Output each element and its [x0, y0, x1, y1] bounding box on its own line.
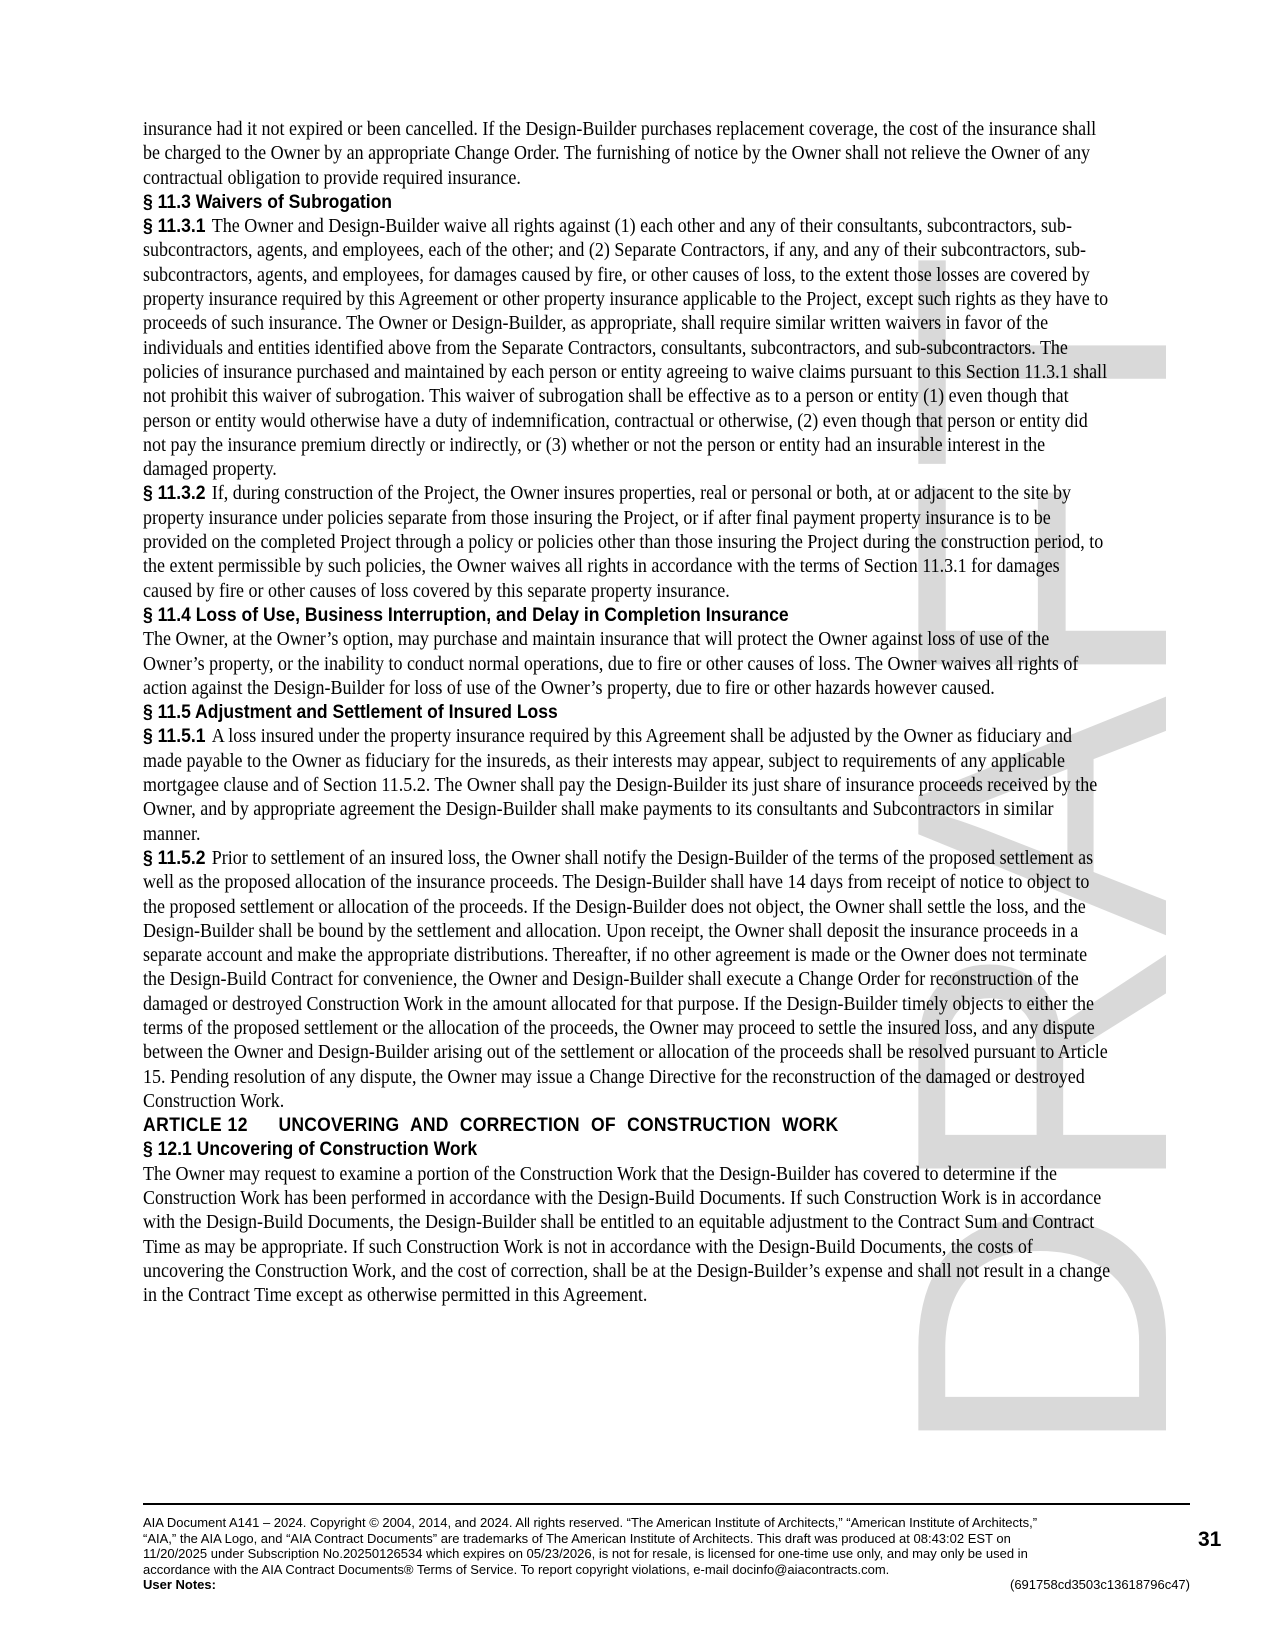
heading-section-12-1: § 12.1 Uncovering of Construction Work: [143, 1138, 478, 1161]
paragraph-11-5-1: [143, 724, 1111, 845]
paragraph-insurance-continuation: insurance had it not expired or been cancelled. If the Design-Builder purchases replacement coverage, the cost of the insurance shall be charged to the Owner by an appropriate Change Order. The furnishing of notice by the Owner shall not relieve the Owner of any contractual obligation to provide required insurance.: [143, 118, 1097, 189]
paragraph-11-5-2-text: Prior to settlement of an insured loss, the Owner shall notify the Design-Builder of the terms of the proposed settlement as well as the proposed allocation of the insurance proceeds. The Design-Builder shall have 14 days from receipt of notice to object to the proposed settlement or allocation of the proceeds. If the Design-Builder does not object, the Owner shall settle the loss, and the Design-Builder shall be bound by the settlement and allocation. Upon receipt, the Owner shall deposit the insurance proceeds in a separate account and make the appropriate distributions. Thereafter, if no other agreement is made or the Owner does not terminate the Design-Build Contract for convenience, the Owner and Design-Builder shall execute a Change Order for reconstruction of the damaged or destroyed Construction Work in the amount allocated for that purpose. If the Design-Builder timely objects to either the terms of the proposed settlement or the allocation of the proceeds, the Owner may proceed to settle the insured loss, and any dispute between the Owner and Design-Builder arising out of the settlement or allocation of the proceeds shall be resolved pursuant to Article 15. Pending resolution of any dispute, the Owner may issue a Change Directive for the reconstruction of the damaged or destroyed Construction Work.: [143, 846, 1108, 1112]
document-id: (691758cd3503c13618796c47): [1010, 1577, 1190, 1592]
paragraph-11-3-1-text: The Owner and Design-Builder waive all rights against (1) each other and any of their consultants, subcontractors, sub-subcontractors, agents, and employees, each of the other; and (2) Separate Contractors, if any, and any of their subcontractors, sub-subcontractors, agents, and employees, for damages caused by fire, or other causes of loss, to the extent those losses are covered by property insurance required by this Agreement or other property insurance applicable to the Project, except such rights as they have to proceeds of such insurance. The Owner or Design-Builder, as appropriate, shall require similar written waivers in favor of the individuals and entities identified above from the Separate Contractors, consultants, subcontractors, and sub-subcontractors. The policies of insurance purchased and maintained by each person or entity agreeing to waive claims pursuant to this Section 11.3.1 shall not prohibit this waiver of subrogation. This waiver of subrogation shall be effective as to a person or entity (1) even though that person or entity would otherwise have a duty of indemnification, contractual or otherwise, (2) even though that person or entity did not pay the insurance premium directly or indirectly, or (3) whether or not the person or entity had an insurable interest in the damaged property.: [143, 215, 1109, 481]
user-notes-label: User Notes:: [143, 1577, 216, 1592]
paragraph-11-3-1: [143, 214, 1111, 481]
paragraph-11-3-2: [143, 481, 1111, 602]
footer-copyright-line-1: AIA Document A141 – 2024. Copyright © 2004, 2014, and 2024. All rights reserved. “The American Institute of Architects,” “American Institute of Architects,”: [143, 1515, 1038, 1530]
footer: [143, 1503, 1190, 1593]
heading-section-11-3: § 11.3 Waivers of Subrogation: [143, 190, 393, 213]
paragraph-11-3-2-text: If, during construction of the Project, the Owner insures properties, real or personal or both, at or adjacent to the site by property insurance under policies separate from those insuring the Project, or if after final payment property insurance is to be provided on the completed Project through a policy or policies other than those insuring the Project during the construction period, to the extent permissible by such policies, the Owner waives all rights in accordance with the terms of Section 11.3.1 for damages caused by fire or other causes of loss covered by this separate property insurance.: [143, 482, 1104, 602]
draft-watermark: DRAFT: [841, 250, 1243, 1460]
section-number-11-5-2: § 11.5.2: [143, 846, 206, 869]
document-body: [143, 117, 1111, 1308]
section-number-11-3-2: § 11.3.2: [143, 482, 206, 505]
footer-copyright-line-4: accordance with the AIA Contract Documents® Terms of Service. To report copyright violations, e-mail docinfo@aiacontracts.com.: [143, 1561, 890, 1577]
paragraph-11-4: The Owner, at the Owner’s option, may purchase and maintain insurance that will protect the Owner against loss of use of the Owner’s property, or the inability to conduct normal operations, due to fire or other causes of loss. The Owner waives all rights of action against the Design-Builder for loss of use of the Owner’s property, due to fire or other hazards however caused.: [143, 628, 1079, 699]
heading-section-11-4: § 11.4 Loss of Use, Business Interruption, and Delay in Completion Insurance: [143, 603, 789, 626]
heading-section-11-5: § 11.5 Adjustment and Settlement of Insured Loss: [143, 701, 558, 724]
page-number: 31: [1198, 1528, 1222, 1551]
section-number-11-3-1: § 11.3.1: [143, 215, 206, 238]
heading-article-12: [143, 1113, 1111, 1137]
paragraph-11-5-2: [143, 846, 1111, 1113]
article-12-number: ARTICLE 12: [143, 1114, 248, 1137]
section-number-11-5-1: § 11.5.1: [143, 725, 206, 748]
paragraph-12-1: The Owner may request to examine a portion of the Construction Work that the Design-Builder has covered to determine if the Construction Work has been performed in accordance with the Design-Build Documents. If such Construction Work is in accordance with the Design-Build Documents, the Design-Builder shall be entitled to an equitable adjustment to the Contract Sum and Contract Time as may be appropriate. If such Construction Work is not in accordance with the Design-Build Documents, the costs of uncovering the Construction Work, and the cost of correction, shall be at the Design-Builder’s expense and shall not result in a change in the Contract Time except as otherwise permitted in this Agreement.: [143, 1162, 1111, 1307]
footer-copyright-line-2: “AIA,” the AIA Logo, and “AIA Contract Documents” are trademarks of The American Institute of Architects. This draft was produced at 08:43:02 EST on: [143, 1530, 1011, 1546]
footer-copyright-line-3: 11/20/2025 under Subscription No.20250126534 which expires on 05/23/2026, is not for resale, is licensed for one-time use only, and may only be used in: [143, 1546, 1028, 1561]
paragraph-11-5-1-text: A loss insured under the property insurance required by this Agreement shall be adjusted by the Owner as fiduciary and made payable to the Owner as fiduciary for the insureds, as their interests may appear, subject to requirements of any applicable mortgagee clause and of Section 11.5.2. The Owner shall pay the Design-Builder its just share of insurance proceeds received by the Owner, and by appropriate agreement the Design-Builder shall make payments to its consultants and Subcontractors in similar manner.: [143, 725, 1098, 845]
article-12-title: UNCOVERING AND CORRECTION OF CONSTRUCTION WORK: [278, 1114, 839, 1137]
footer-user-notes-row: [143, 1577, 1190, 1593]
